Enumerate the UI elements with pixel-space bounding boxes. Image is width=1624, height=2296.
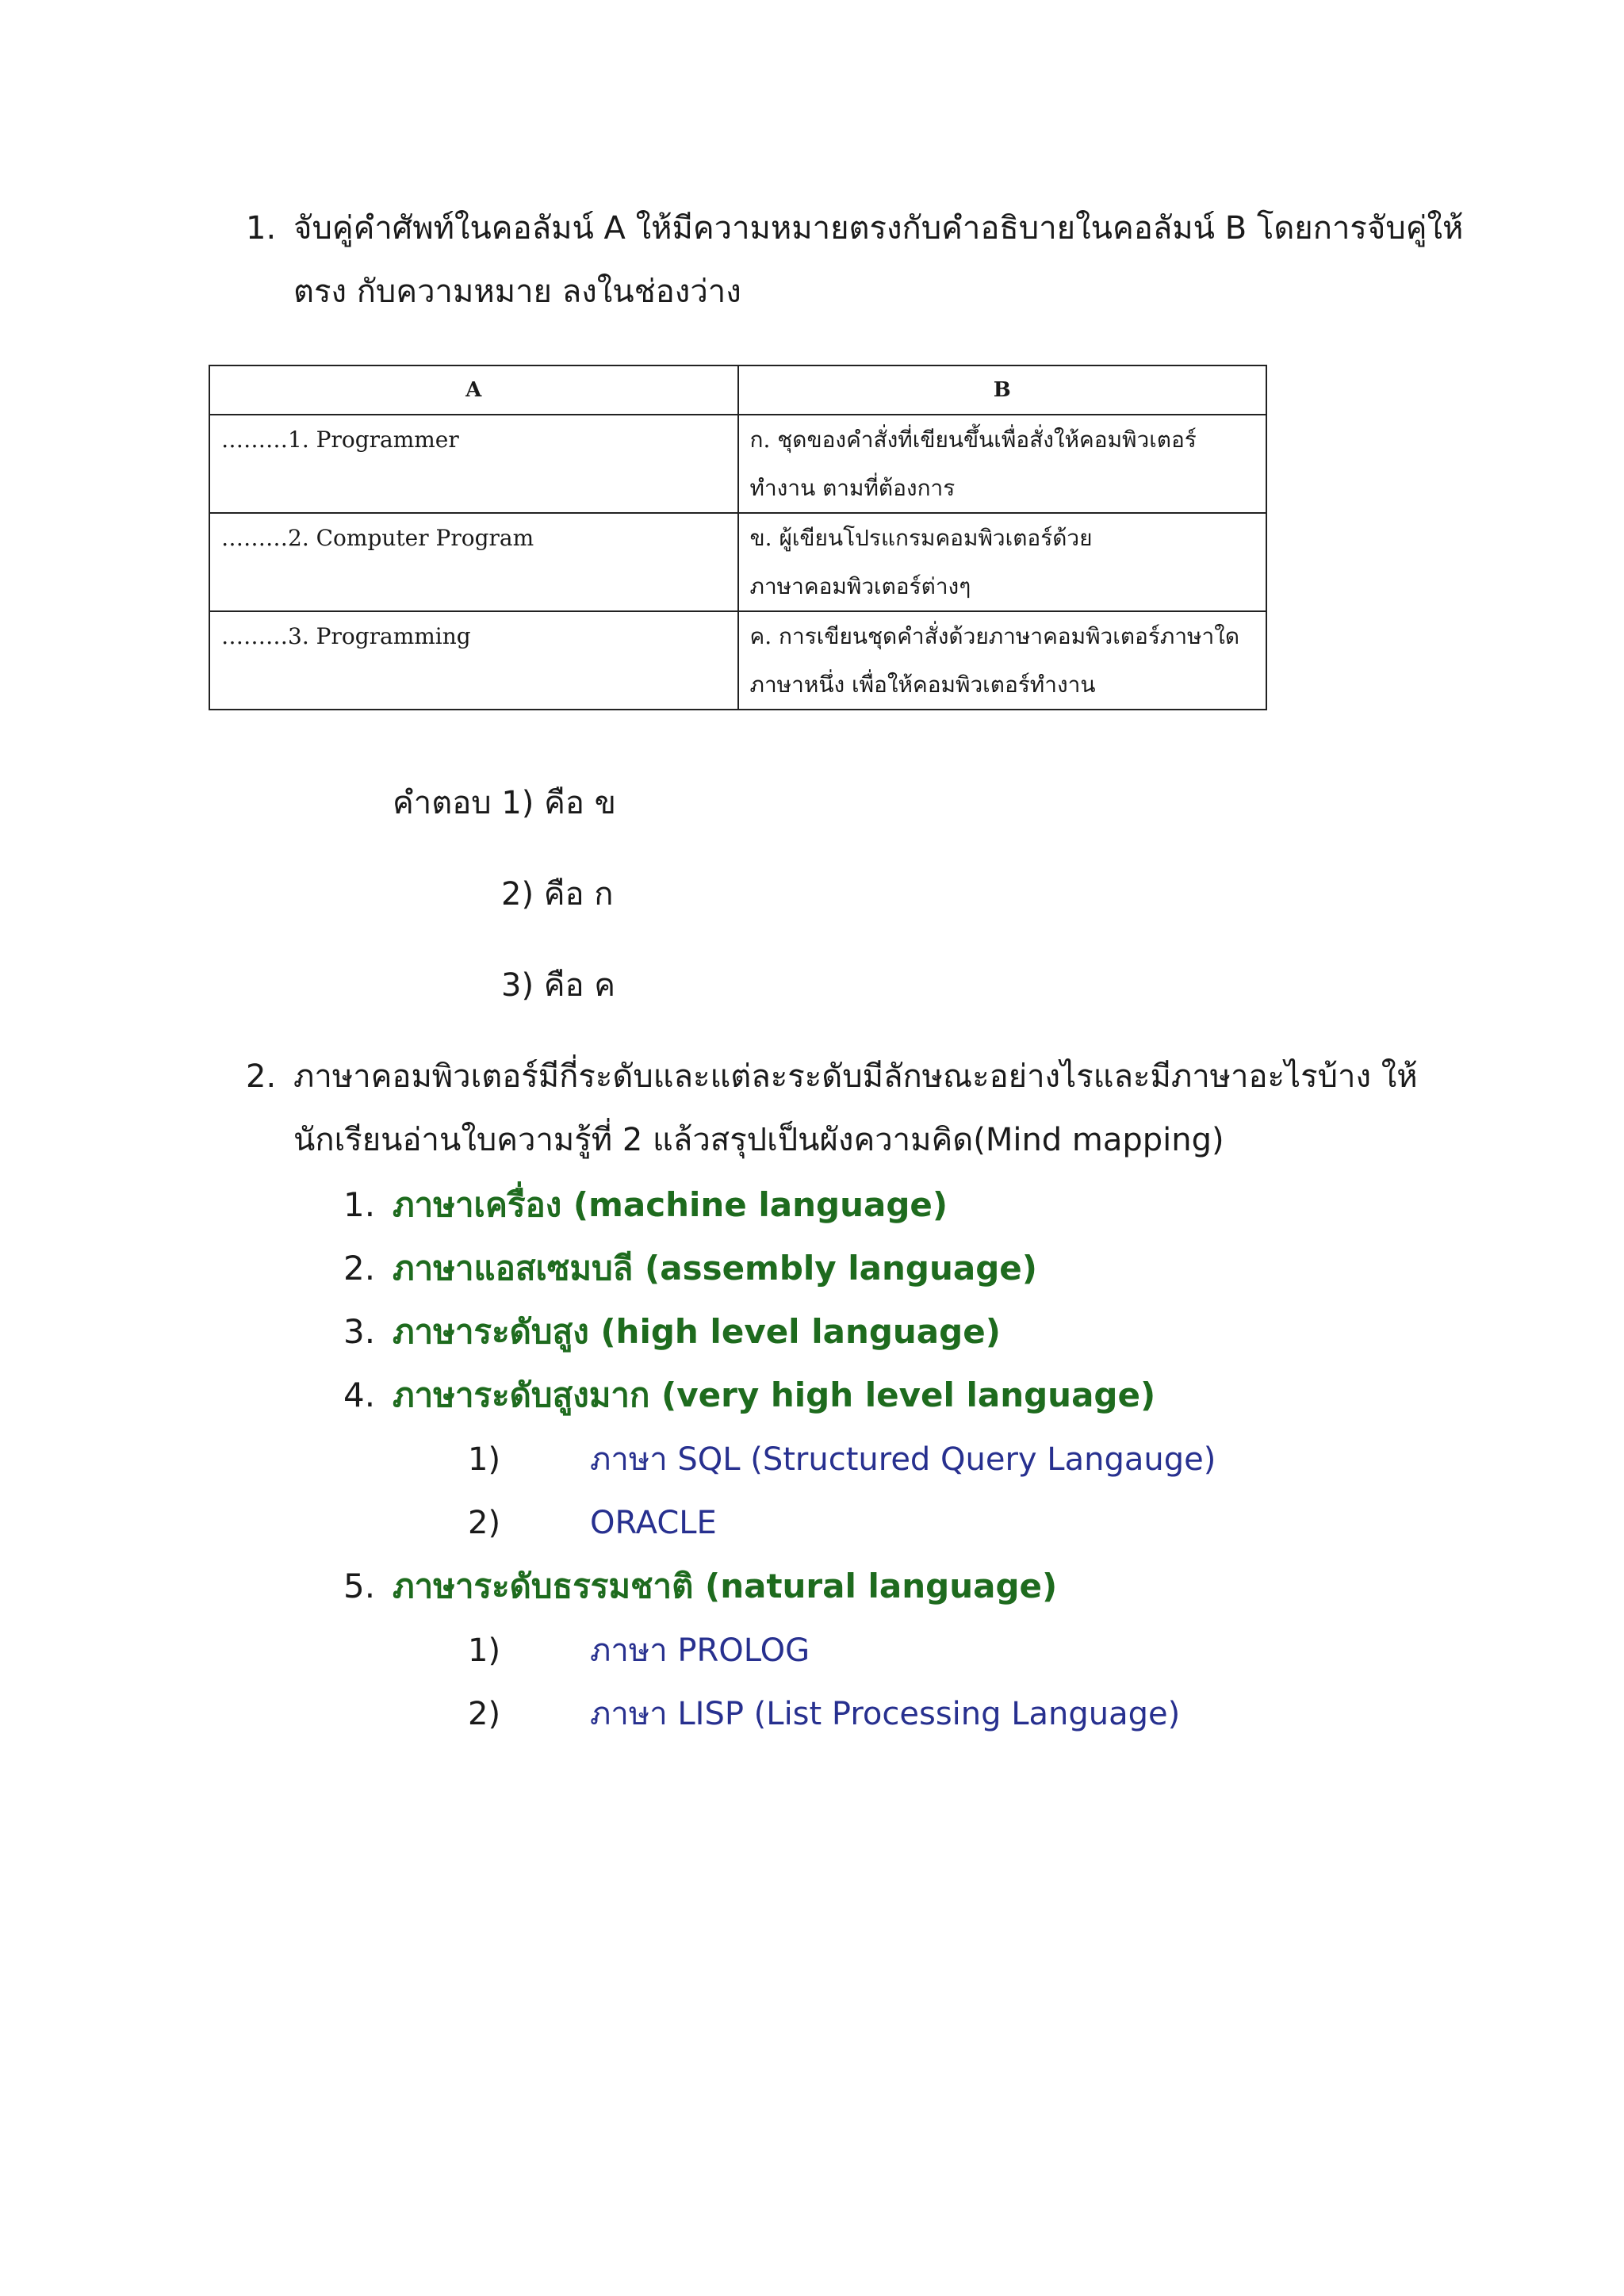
- definition-line: ภาษาคอมพิวเตอร์ต่างๆ: [749, 573, 971, 599]
- level-title: ภาษาเครื่อง (machine language): [393, 1185, 948, 1224]
- q2-line-2: นักเรียนอ่านใบความรู้ที่ 2 แล้วสรุปเป็นผังความคิด(Mind mapping): [293, 1122, 1224, 1158]
- term-cell: ………3. Programming: [209, 611, 738, 710]
- sub-number: 2): [468, 1696, 501, 1732]
- level-title: ภาษาระดับสูง (high level language): [393, 1312, 1001, 1351]
- definition-cell: [738, 611, 1267, 710]
- definition-cell: [738, 415, 1267, 513]
- sub-title: ภาษา LISP (List Processing Language): [590, 1696, 1181, 1732]
- sub-title: ภาษา PROLOG: [590, 1632, 810, 1669]
- definition-line: ก. ชุดของคำสั่งที่เขียนขึ้นเพื่อสั่งให้คอมพิวเตอร์: [749, 427, 1197, 453]
- level-title: ภาษาแอสเซมบลี (assembly language): [393, 1249, 1037, 1288]
- sub-number: 2): [468, 1505, 501, 1541]
- q2-line-1: ภาษาคอมพิวเตอร์มีกี่ระดับและแต่ละระดับมีลักษณะอย่างไรและมีภาษาอะไรบ้าง ให้: [293, 1058, 1418, 1095]
- table-row: [209, 415, 1266, 513]
- definition-line: ทำงาน ตามที่ต้องการ: [749, 475, 956, 501]
- definition-cell: [738, 513, 1267, 611]
- q1-line-1: จับคู่คำศัพท์ในคอลัมน์ A ให้มีความหมายตรงกับคำอธิบายในคอลัมน์ B โดยการจับคู่ให้: [293, 210, 1464, 247]
- table-row: [209, 611, 1266, 710]
- definition-line: ภาษาหนึ่ง เพื่อให้คอมพิวเตอร์ทำงาน: [749, 672, 1096, 698]
- level-title: ภาษาระดับธรรมชาติ (natural language): [393, 1567, 1058, 1605]
- sub-number: 1): [468, 1632, 501, 1669]
- column-a-header: A: [209, 365, 738, 415]
- level-number: 2.: [343, 1249, 376, 1288]
- table-row: [209, 513, 1266, 611]
- answer-1: คำตอบ 1) คือ ข: [393, 785, 616, 821]
- q2-number: 2.: [246, 1058, 277, 1095]
- term-cell: ………1. Programmer: [209, 415, 738, 513]
- sub-title: ภาษา SQL (Structured Query Langauge): [590, 1441, 1216, 1478]
- matching-table: [209, 365, 1267, 710]
- answer-2: 2) คือ ก: [501, 876, 614, 913]
- term-cell: ………2. Computer Program: [209, 513, 738, 611]
- q1-line-2: ตรง กับความหมาย ลงในช่องว่าง: [293, 274, 741, 310]
- sub-title: ORACLE: [590, 1505, 717, 1541]
- q1-number: 1.: [246, 210, 277, 247]
- level-number: 3.: [343, 1312, 376, 1351]
- sub-number: 1): [468, 1441, 501, 1478]
- definition-line: ค. การเขียนชุดคำสั่งด้วยภาษาคอมพิวเตอร์ภาษาใด: [749, 623, 1240, 649]
- definition-line: ข. ผู้เขียนโปรแกรมคอมพิวเตอร์ด้วย: [749, 525, 1093, 551]
- level-number: 1.: [343, 1185, 376, 1224]
- answer-3: 3) คือ ค: [501, 967, 616, 1004]
- table-header-row: [209, 365, 1266, 415]
- column-b-header: B: [738, 365, 1267, 415]
- level-title: ภาษาระดับสูงมาก (very high level language): [393, 1376, 1156, 1414]
- level-number: 4.: [343, 1376, 376, 1414]
- level-number: 5.: [343, 1567, 376, 1605]
